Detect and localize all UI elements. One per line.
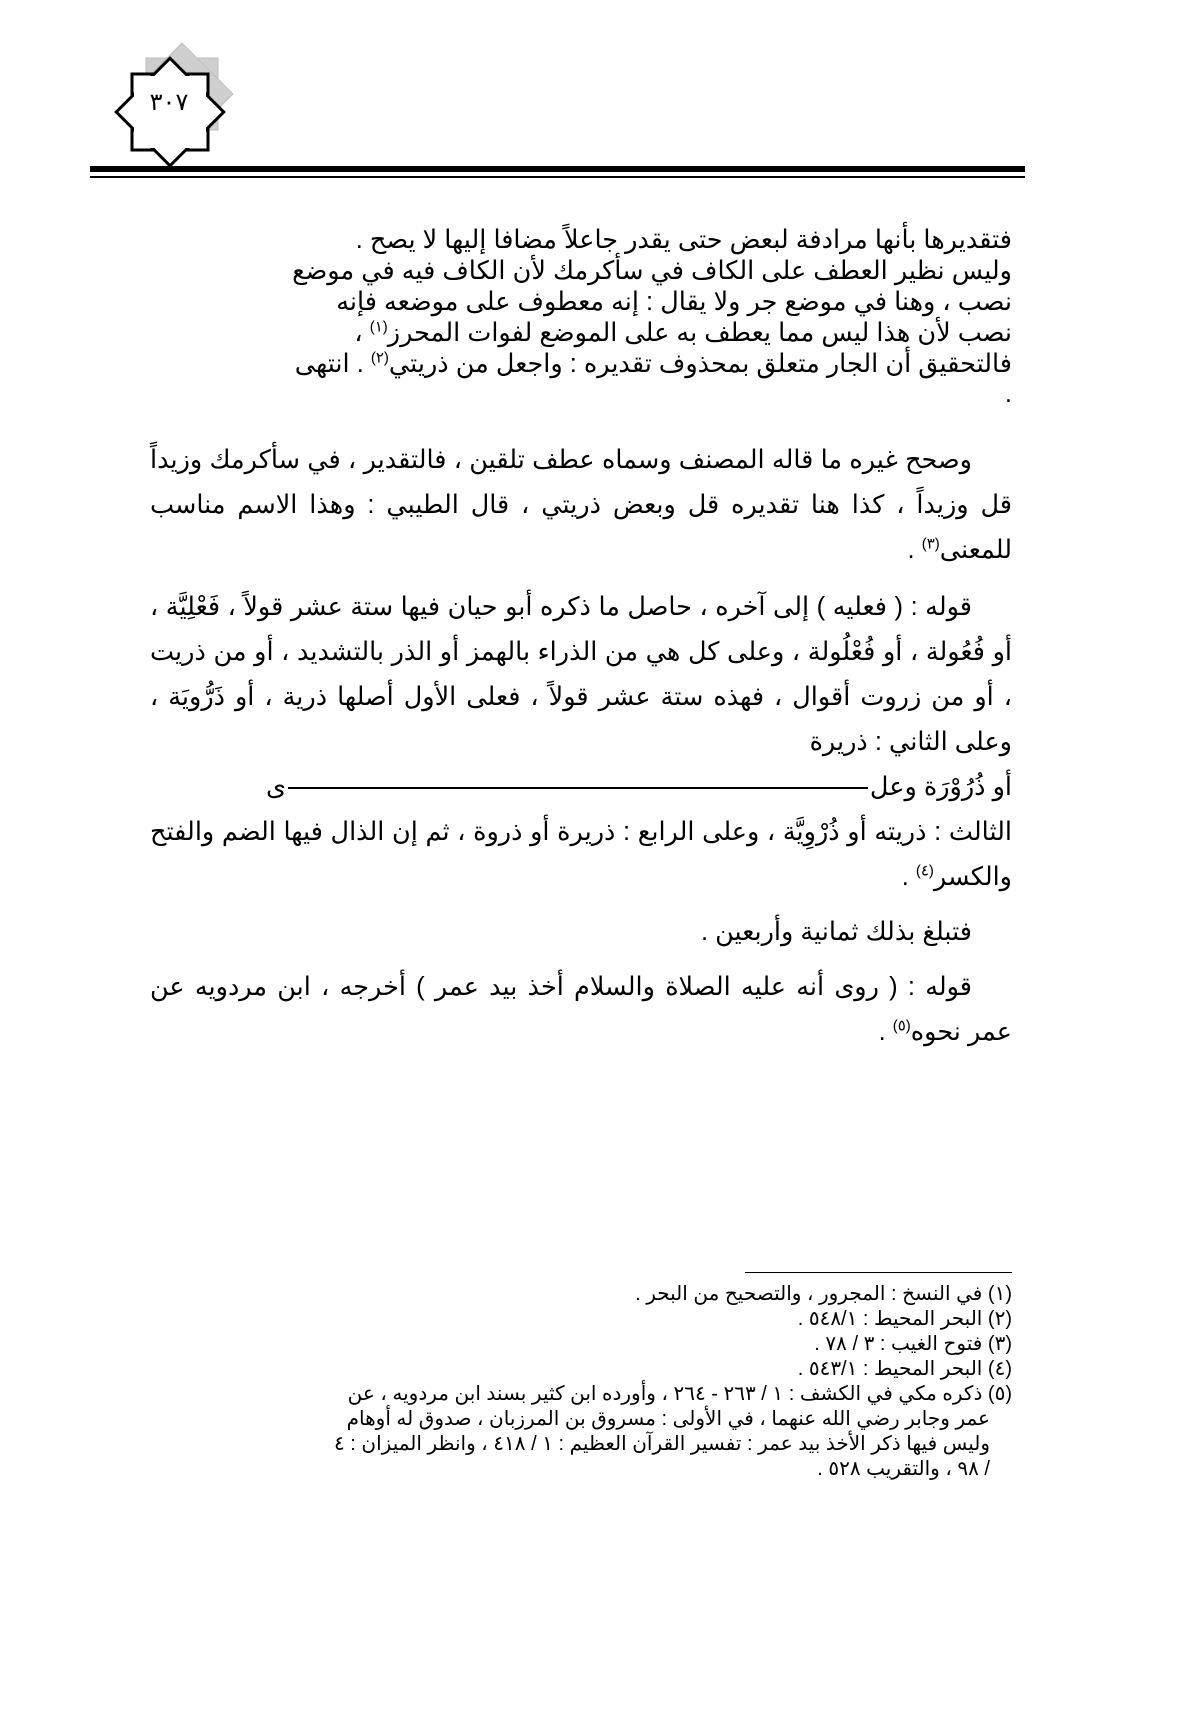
footnote: (٣) فتوح الغيب : ٣ / ٧٨ . — [814, 1333, 1012, 1355]
text-line: فتقديرها بأنها مرادفة لبعض حتى يقدر جاعلاً مضافا إليها لا يصح . — [355, 226, 1012, 254]
page-number-badge — [106, 40, 246, 180]
dense-paragraph — [150, 225, 1012, 408]
footnote: (٢) البحر المحيط : ٥٤٨/١ . — [797, 1308, 1012, 1330]
footnote: (٤) البحر المحيط : ٥٤٣/١ . — [797, 1358, 1012, 1380]
footnote-ref[interactable]: (٢) — [370, 349, 389, 367]
paragraph: وصحح غيره ما قاله المصنف وسماه عطف تلقين ، فالتقدير ، في سأكرمك وزيداً قل وزيداً ، كذا هنا تقديره قل وبعض ذريتي ، قال الطيبي : وهذا الاسم مناسب للمعنى$^{(٣)}$ . — [150, 446, 1012, 564]
footnotes — [150, 1282, 1012, 1482]
text-line: فالتحقيق أن الجار متعلق بمحذوف تقديره : واجعل من ذريتي$^{(٢)}$ . انتهى — [294, 349, 1012, 378]
footnote-ref[interactable]: (٥) — [892, 1017, 911, 1035]
footnote-continuation: / ٩٨ ، والتقريب ٥٢٨ . — [817, 1458, 990, 1480]
paragraph: قوله : ( روى أنه عليه الصلاة والسلام أخذ بيد عمر ) أخرجه ، ابن مردويه عن عمر نحوه$^{(٥)}$ . — [150, 973, 1012, 1046]
footnote-continuation: وليس فيها ذكر الأخذ بيد عمر : تفسير القرآن العظيم : ١ / ٤١٨ ، وانظر الميزان : ٤ — [334, 1433, 990, 1455]
header-rule-thick — [90, 166, 1025, 172]
paragraph: فتبلغ بذلك ثمانية وأربعين . — [700, 918, 972, 946]
footnote: (١) في النسخ : المجرور ، والتصحيح من البحر . — [635, 1283, 1012, 1305]
paragraph: الثالث : ذريته أو ذُرْوِيَّة ، وعلى الرابع : ذريرة أو ذروة ، ثم إن الذال فيها الضم والفتح والكسر$^{(٤)}$ . — [150, 818, 1012, 891]
header-rule-thin — [90, 176, 1025, 178]
main-text — [150, 225, 1012, 1055]
page-number: ٣٠٧ — [149, 88, 189, 116]
separator-dash — [288, 787, 868, 789]
text-line: نصب ، وهنا في موضع جر ولا يقال : إنه معطوف على موضعه فإنه — [336, 288, 1012, 316]
footnote-ref[interactable]: (٤) — [915, 862, 934, 880]
footnote: (٥) ذكره مكي في الكشف : ١ / ٢٦٣ - ٢٦٤ ، وأورده ابن كثير بسند ابن مردويه ، عن — [347, 1383, 1012, 1405]
paragraph: قوله : ( فعليه ) إلى آخره ، حاصل ما ذكره أبو حيان فيها ستة عشر قولاً ، فَعْلِيَّة ، أو فُعُولة ، أو فُعْلُولة ، وعلى كل هي من الذراء بالهمز أو الذر بالتشديد ، أو من ذريت ، أو من زروت أقوال ، فهذه ستة عشر قولاً ، فعلى الأول أصلها ذرية ، أو ذَرُّويَة ، وعلى الثاني : ذريرة — [150, 593, 1012, 756]
footnote-ref[interactable]: (٣) — [921, 535, 940, 553]
text-line: وليس نظير العطف على الكاف في سأكرمك لأن الكاف فيه في موضع — [292, 257, 1012, 285]
footnote-ref[interactable]: (١) — [369, 318, 388, 336]
paragraph-tail: أو ذُرُوْرَة وعلى — [265, 773, 1012, 801]
text-line: . — [1004, 380, 1012, 408]
footnote-rule — [745, 1272, 1012, 1273]
text-line: نصب لأن هذا ليس مما يعطف به على الموضع لفوات المحرز$^{(١)}$ ، — [354, 318, 1012, 347]
footnote-continuation: عمر وجابر رضي الله عنهما ، في الأولى : مسروق بن المرزبان ، صدوق له أوهام — [346, 1408, 990, 1430]
